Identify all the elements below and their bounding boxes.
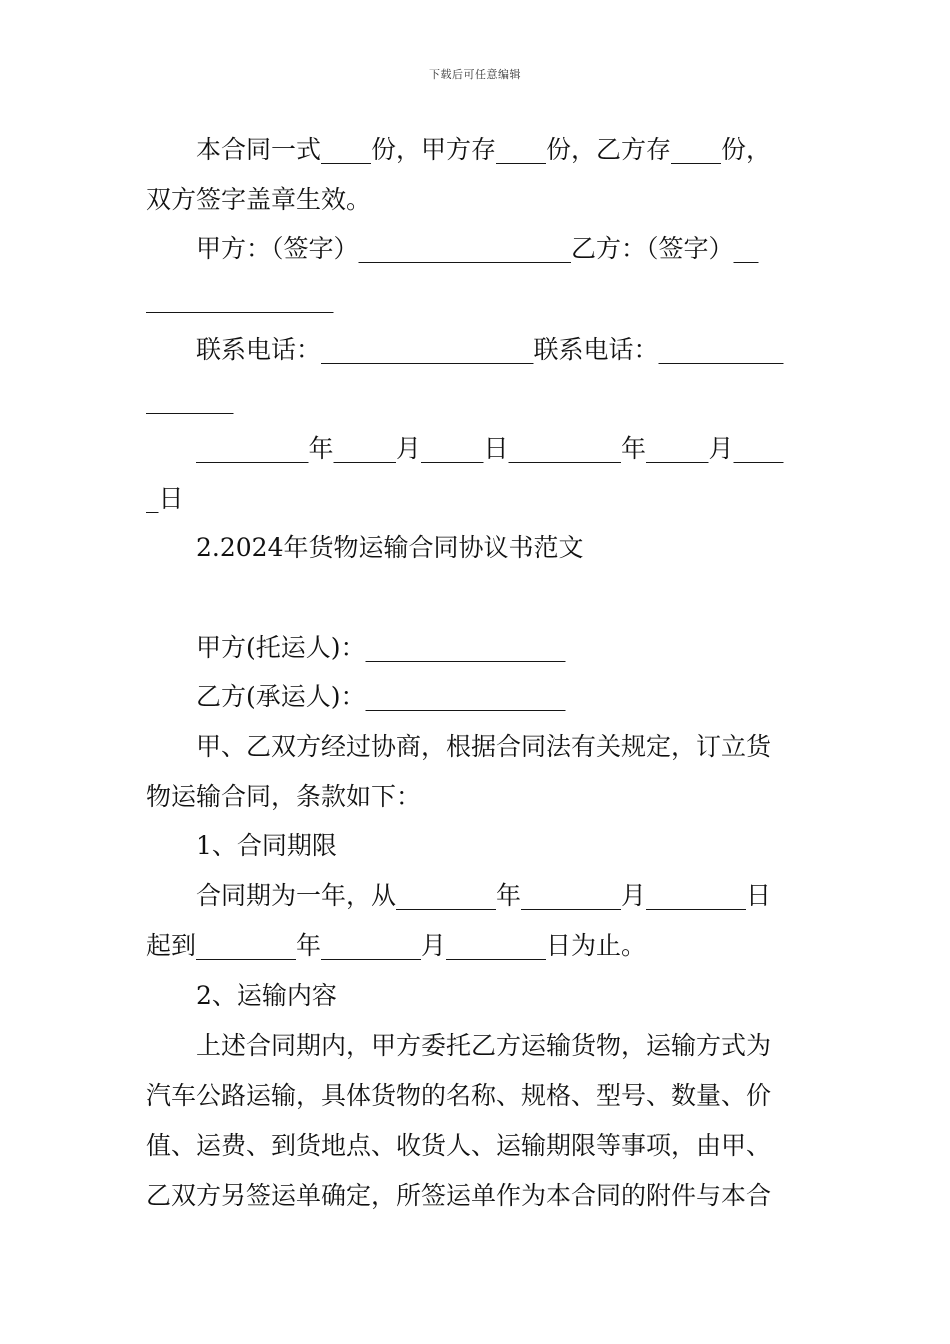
text-line-term-cont: 起到________年________月________日为止。 xyxy=(146,931,647,960)
clause-heading-content: 2、运输内容 xyxy=(196,981,337,1010)
text-line-party-b: 乙方(承运人)：________________ xyxy=(196,682,566,711)
page-header-note: 下载后可任意编辑 xyxy=(429,68,521,81)
text-line-phones-cont: _______ xyxy=(146,385,234,414)
text-line-phones: 联系电话：_________________联系电话：__________ xyxy=(196,335,784,364)
text-line-party-a: 甲方(托运人)：________________ xyxy=(196,633,566,662)
text-line-content-3: 值、运费、到货地点、收货人、运输期限等事项，由甲、 xyxy=(146,1131,772,1160)
text-line-intro-cont: 物运输合同，条款如下： xyxy=(146,782,422,811)
text-line-signatures-cont: _______________ xyxy=(146,284,334,313)
text-line-effective: 双方签字盖章生效。 xyxy=(146,185,372,214)
text-line-signatures: 甲方：（签字）_________________乙方：（签字）__ xyxy=(196,234,759,263)
text-line-content-1: 上述合同期内，甲方委托乙方运输货物，运输方式为 xyxy=(196,1031,772,1060)
text-line-intro: 甲、乙双方经过协商，根据合同法有关规定，订立货 xyxy=(196,732,772,761)
text-line-dates: _________年_____月_____日_________年_____月____ xyxy=(196,434,784,463)
text-line-content-4: 乙双方另签运单确定，所签运单作为本合同的附件与本合 xyxy=(146,1181,772,1210)
clause-heading-term: 1、合同期限 xyxy=(196,831,337,860)
section-title: 2.2024年货物运输合同协议书范文 xyxy=(196,533,584,562)
text-line-term: 合同期为一年，从________年________月________日 xyxy=(196,881,772,910)
text-line-dates-cont: _日 xyxy=(146,484,184,513)
text-line-copies: 本合同一式____份，甲方存____份，乙方存____份， xyxy=(196,135,772,164)
text-line-content-2: 汽车公路运输，具体货物的名称、规格、型号、数量、价 xyxy=(146,1081,772,1110)
